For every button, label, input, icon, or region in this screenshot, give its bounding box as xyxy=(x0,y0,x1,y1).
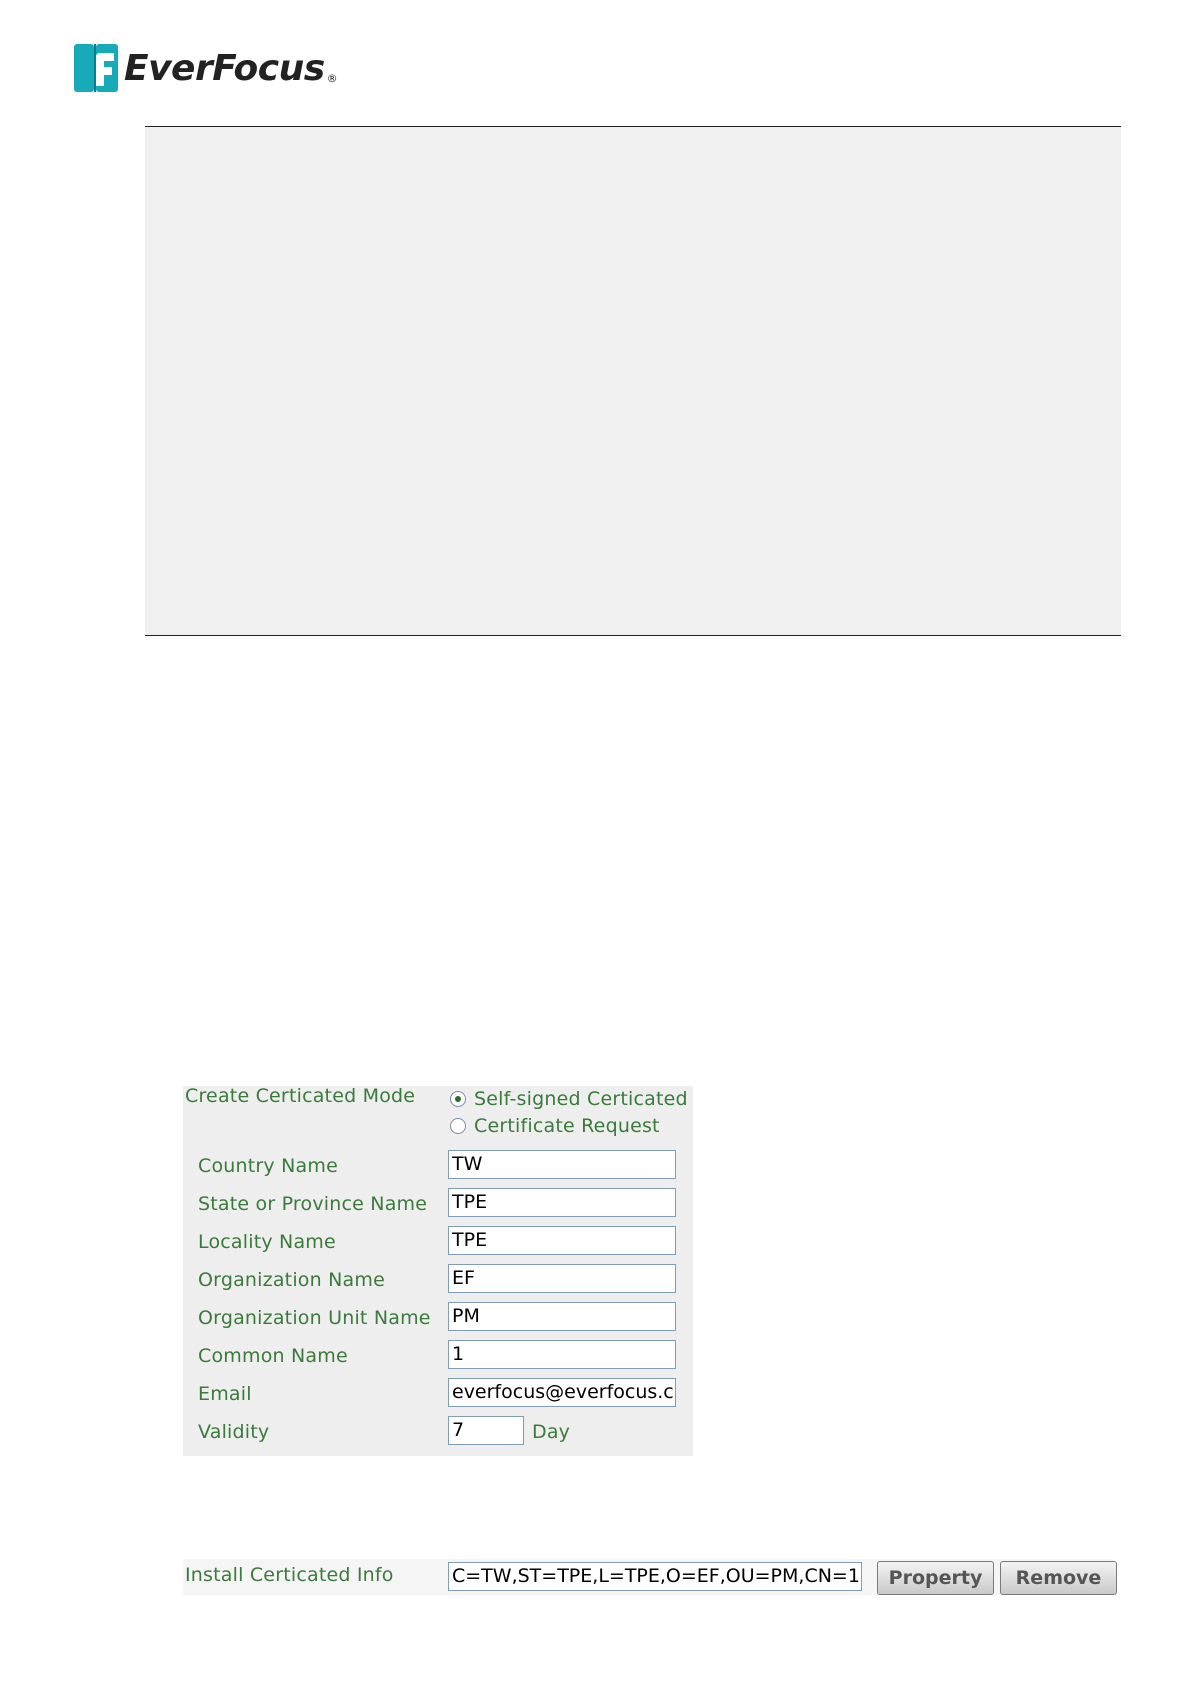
state-name-label: State or Province Name xyxy=(198,1193,428,1215)
logo-wordmark: EverFocus ® xyxy=(124,48,338,89)
organization-unit-name-label: Organization Unit Name xyxy=(198,1307,431,1329)
radio-self-signed-label: Self-signed Certicated xyxy=(474,1088,688,1110)
install-info-value-field: C=TW,ST=TPE,L=TPE,O=EF,OU=PM,CN=1 xyxy=(448,1562,862,1591)
validity-label: Validity xyxy=(198,1421,270,1443)
radio-certificate-request-label: Certificate Request xyxy=(474,1115,660,1137)
country-name-input[interactable]: TW xyxy=(448,1150,676,1179)
property-button[interactable]: Property xyxy=(877,1561,994,1595)
locality-name-input[interactable]: TPE xyxy=(448,1226,676,1255)
remove-button[interactable]: Remove xyxy=(1000,1561,1117,1595)
common-name-label: Common Name xyxy=(198,1345,348,1367)
locality-name-label: Locality Name xyxy=(198,1231,336,1253)
mode-label: Create Certicated Mode xyxy=(185,1085,416,1107)
everfocus-logo-mark-icon xyxy=(74,44,118,92)
radio-button-selected[interactable] xyxy=(450,1091,466,1107)
note-box xyxy=(145,126,1121,636)
email-input[interactable]: everfocus@everfocus.c xyxy=(448,1378,676,1407)
organization-name-input[interactable]: EF xyxy=(448,1264,676,1293)
everfocus-logo xyxy=(74,44,337,92)
common-name-input[interactable]: 1 xyxy=(448,1340,676,1369)
state-name-input[interactable]: TPE xyxy=(448,1188,676,1217)
radio-button-unselected[interactable] xyxy=(450,1118,466,1134)
organization-unit-name-input[interactable]: PM xyxy=(448,1302,676,1331)
validity-input[interactable]: 7 xyxy=(448,1416,524,1445)
email-label: Email xyxy=(198,1383,252,1405)
install-info-label: Install Certicated Info xyxy=(185,1564,394,1586)
organization-name-label: Organization Name xyxy=(198,1269,385,1291)
registered-mark: ® xyxy=(326,72,338,85)
validity-unit-label: Day xyxy=(532,1421,571,1443)
radio-self-signed[interactable] xyxy=(450,1088,688,1110)
radio-certificate-request[interactable] xyxy=(450,1115,660,1137)
country-name-label: Country Name xyxy=(198,1155,338,1177)
